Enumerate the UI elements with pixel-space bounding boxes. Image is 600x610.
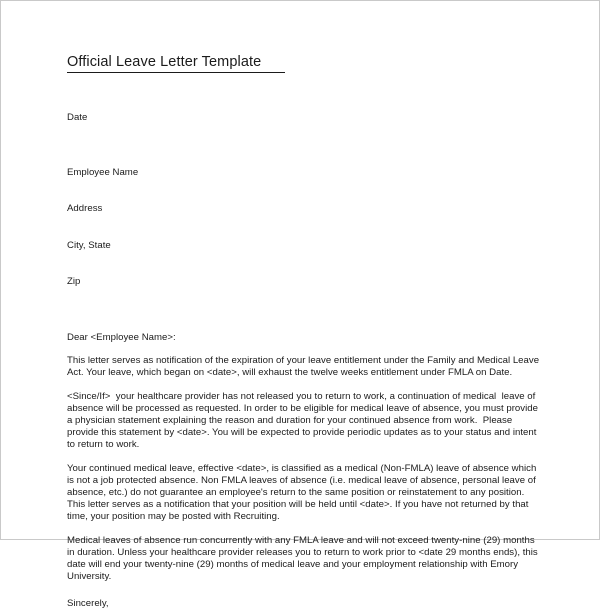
spacer-after-date <box>67 124 542 142</box>
spacer-paragraph-2 <box>67 452 542 463</box>
closing-line: Sincerely, <box>67 597 109 609</box>
spacer-after-address <box>67 313 542 332</box>
salutation: Dear <Employee Name>: <box>67 332 176 344</box>
letter-body <box>67 53 542 610</box>
document-title-row <box>67 53 542 93</box>
paragraph-2: <Since/If> your healthcare provider has not released you to return to work, a continuation of medical leave of absence will be processed as requested. In order to be eligible for medical leave of absence, you must provide a physician statement explaining the reason and duration for your continued absence from work. Please provide this statement by <date>. You will be expected to provide periodic updates as to your status and intent to return to work. <box>67 390 541 451</box>
spacer-paragraph-3 <box>67 524 542 535</box>
paragraph-4: Medical leaves of absence run concurrently with any FMLA leave and will not exceed twenty-nine (29) months in duration. Unless your healthcare provider releases you to return to work prior to <date 29 months ends), this date will end your twenty-nine (29) months of medical leave and your employment relationship with Emory University. <box>67 534 541 583</box>
spacer-paragraph-1 <box>67 380 542 391</box>
paragraph-1: This letter serves as notification of the expiration of your leave entitlement under the Family and Medical Leave Act. Your leave, which began on <date>, will exhaust the twelve weeks entitlement under FMLA on Date. <box>67 355 542 379</box>
recipient-zip: Zip <box>67 276 81 288</box>
date-line: Date <box>67 112 88 123</box>
spacer-after-salutation <box>67 344 542 355</box>
recipient-address: Address <box>67 203 103 215</box>
page-title: Official Leave Letter Template <box>67 53 285 73</box>
paragraph-3: Your continued medical leave, effective <date>, is classified as a medical (Non-FMLA) leave of absence which is not a job protected absence. Non FMLA leaves of absence (i.e. medical leave of absence, personal leave of absence, etc.) do not guarantee an employee's return to the same position or reinstatement to any position. This letter serves as a notification that your position will be held until <date>. If you have not returned by that time, your position may be posted with Recruiting. <box>67 462 539 523</box>
recipient-city-state: City, State <box>67 239 111 251</box>
recipient-address-block <box>67 142 542 313</box>
spacer-before-closing <box>67 584 542 598</box>
recipient-name: Employee Name <box>67 166 139 178</box>
spacer-after-title <box>67 93 542 112</box>
